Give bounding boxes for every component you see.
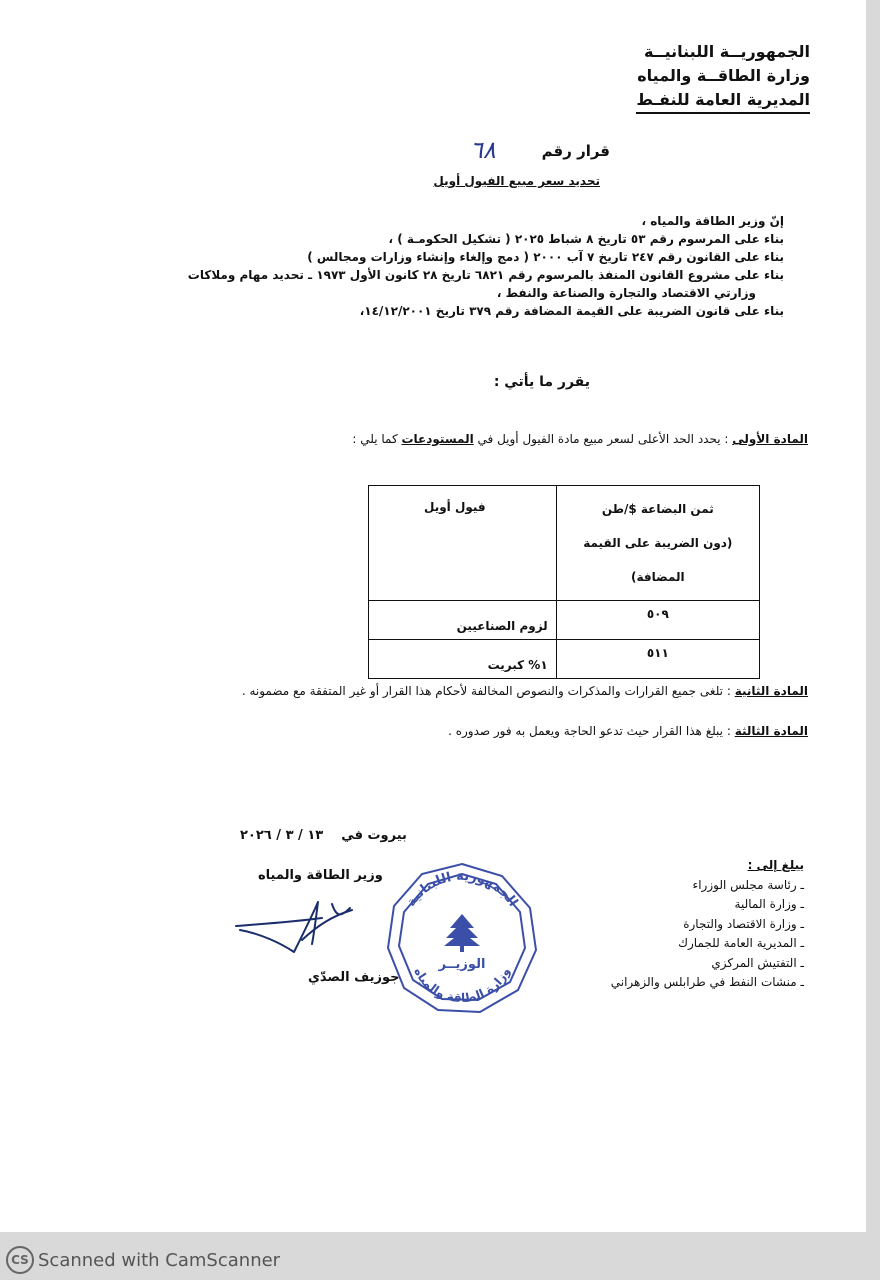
place-date <box>240 828 407 843</box>
letterhead <box>636 40 810 114</box>
table-cell-price: ٥٠٩ <box>556 601 759 640</box>
decree-date: ١٣ / ٣ / ٢٠٢٦ <box>240 828 324 843</box>
signatory-name: جوزيف الصدّي <box>308 970 400 985</box>
preamble-line: إنّ وزير الطاقة والمياه ، <box>641 214 784 228</box>
stamp-text-bottom: وزارة الطاقة والمياه <box>411 965 513 1006</box>
article-1-text-end: كما يلي : <box>352 432 398 446</box>
handwritten-signature <box>232 896 362 966</box>
article-1-keyword: المستودعات <box>401 432 474 446</box>
table-cell-product: ١% كبريت <box>369 640 557 679</box>
camscanner-logo-icon: CS <box>6 1246 34 1274</box>
preamble-line: وزارتي الاقتصاد والتجارة والصناعة والنفط ، <box>496 286 756 300</box>
preamble <box>187 212 784 320</box>
distribution-list <box>584 856 804 993</box>
list-item: ـ المديرية العامة للجمارك <box>678 936 804 950</box>
cedar-icon <box>444 914 480 952</box>
article-1 <box>352 432 808 446</box>
decides-heading: يقرر ما يأتي : <box>493 374 590 390</box>
article-3-text: : يبلغ هذا القرار حيث تدعو الحاجة ويعمل به فور صدوره . <box>448 724 731 738</box>
table-header-price-line2: (دون الضريبة على القيمة المضافة) <box>583 536 733 584</box>
list-item: ـ رئاسة مجلس الوزراء <box>692 877 804 892</box>
table-header-row <box>369 486 760 601</box>
preamble-line: بناء على القانون رقم ٢٤٧ تاريخ ٧ آب ٢٠٠٠ ( دمج وإلغاء وإنشاء وزارات ومجالس ) <box>307 250 784 264</box>
letterhead-ministry: وزارة الطاقــة والمياه <box>637 66 810 85</box>
article-3-label: المادة الثالثة <box>734 724 808 738</box>
list-item: ـ وزارة الاقتصاد والتجارة <box>683 916 804 931</box>
official-stamp <box>382 858 542 1018</box>
table-cell-product: لزوم الصناعيين <box>369 601 557 640</box>
letterhead-republic: الجمهوريــة اللبنانيــة <box>643 42 810 61</box>
article-2-text: : تلغى جميع القرارات والمذكرات والنصوص المخالفة لأحكام هذا القرار أو غير المتفقة مع مضمونه . <box>241 684 731 698</box>
preamble-line: بناء على مشروع القانون المنفذ بالمرسوم رقم ٦٨٢١ تاريخ ٢٨ كانون الأول ١٩٧٣ ـ تحديد مهام وملاكات <box>187 268 784 282</box>
table-header-product: فيول أويل <box>369 486 557 601</box>
article-2-label: المادة الثانية <box>734 684 808 698</box>
article-2 <box>242 684 808 698</box>
letterhead-directorate: المديرية العامة للنفـط <box>636 88 810 114</box>
table-header-price-line1: ثمن البضاعة $/طن <box>601 502 714 516</box>
preamble-line: بناء على المرسوم رقم ٥٣ تاريخ ٨ شباط ٢٠٢٥ ( تشكيل الحكومـة ) ، <box>388 232 784 246</box>
article-3 <box>448 724 808 738</box>
article-1-label: المادة الأولى <box>732 432 808 446</box>
stamp-text-center: الوزيــر <box>438 957 486 972</box>
camscanner-text: Scanned with CamScanner <box>38 1249 281 1271</box>
article-1-text: : يحدد الحد الأعلى لسعر مبيع مادة الفيول أويل في <box>477 432 729 446</box>
decree-label: قرار رقم <box>541 142 610 160</box>
decree-subject: تحديد سعر مبيع الفيول أويل <box>433 174 600 188</box>
decree-number: ٦٨ <box>470 136 496 164</box>
table-row <box>369 640 760 679</box>
price-table <box>368 485 760 679</box>
table-header-price <box>556 486 759 601</box>
stamp-text-top: الجمهورية اللبنانية <box>403 868 521 910</box>
table-cell-price: ٥١١ <box>556 640 759 679</box>
table-row <box>369 601 760 640</box>
preamble-line: بناء على قانون الضريبة على القيمة المضافة رقم ٣٧٩ تاريخ ١٤/١٢/٢٠٠١، <box>359 304 784 318</box>
camscanner-watermark <box>6 1246 280 1274</box>
list-item: ـ وزارة المالية <box>734 897 804 911</box>
list-item: ـ التفتيش المركزي <box>711 955 804 970</box>
distribution-heading: يبلغ إلى : <box>747 858 804 872</box>
signatory-title: وزير الطاقة والمياه <box>258 868 383 883</box>
list-item: ـ منشات النفط في طرابلس والزهراني <box>610 975 804 989</box>
place-label: بيروت في <box>341 828 407 843</box>
